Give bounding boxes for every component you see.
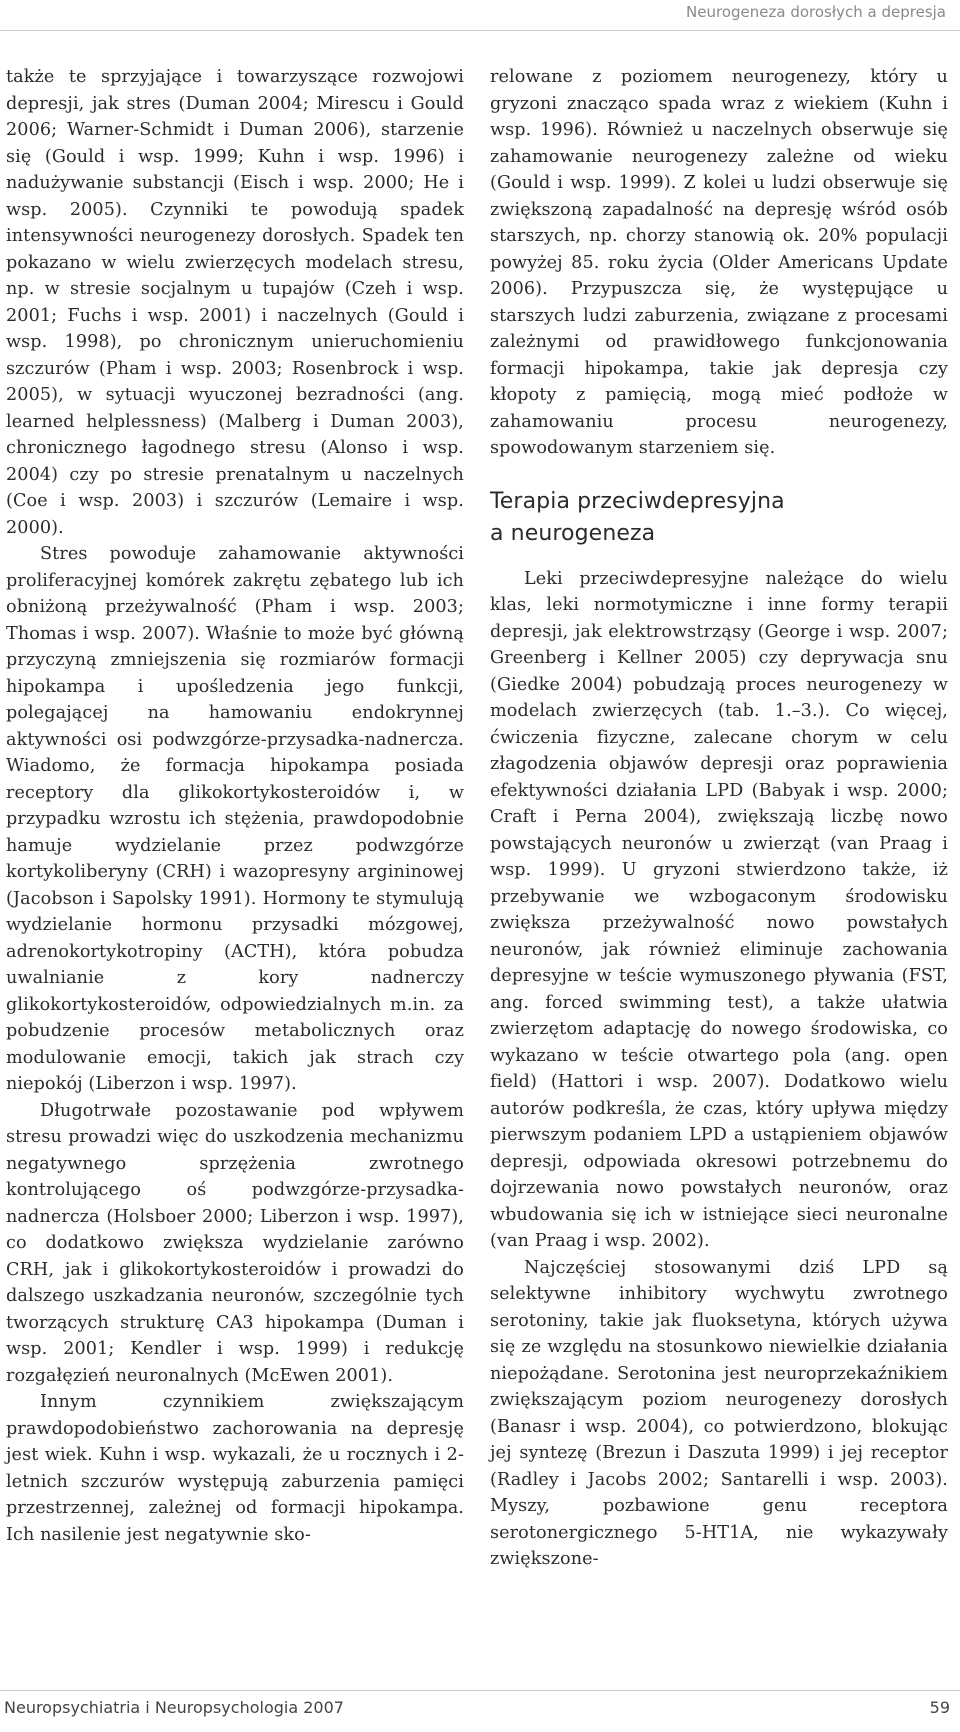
paragraph: Leki przeciwdepresyjne należące do wielu klas, leki normotymiczne i inne formy terapii depresji, jak elektrowstrząsy (George i wsp. 2007; Greenberg i Kellner 2005) czy deprywacja snu (Giedke 2004) pobudzają proces neurogenezy w modelach zwierzęcych (tab. 1.–3.). Co więcej, ćwiczenia fizyczne, zalecane chorym w celu złagodzenia objawów depresji oraz poprawienia efektywności działania LPD (Babyak i wsp. 2000; Craft i Perna 2004), zwiększają liczbę nowo powstających neuronów u zwierząt (van Praag i wsp. 1999). U gryzoni stwierdzono także, iż przebywanie we wzbogaconym środowisku zwiększa przeżywalność nowo powstałych neuronów, jak również eliminuje zachowania depresyjne w teście wymuszonego pływania (FST, ang. forced swimming test), a także ułatwia zwierzętom adaptację do nowego środowiska, co wykazano w teście otwartego pola (ang. open field) (Hattori i wsp. 2007). Dodatkowo wielu autorów podkreśla, że czas, który upływa między pierwszym podaniem LPD a ustąpieniem objawów depresji, odpowiada okresowi potrzebnemu do dojrzewania nowo powstałych neuronów, oraz wbudowania się ich w istniejące sieci neuronalne (van Praag i wsp. 2002). xyxy=(490,568,948,1251)
paragraph: także te sprzyjające i towarzyszące rozwojowi depresji, jak stres (Duman 2004; Mirescu i Gould 2006; Warner-Schmidt i Duman 2006), starzenie się (Gould i wsp. 1999; Kuhn i wsp. 1996) i nadużywanie substancji (Eisch i wsp. 2000; He i wsp. 2005). Czynniki te powodują spadek intensywności neurogenezy dorosłych. Spadek ten pokazano w wielu zwierzęcych modelach stresu, np. w stresie socjalnym u tupajów (Czeh i wsp. 2001; Fuchs i wsp. 2001) i naczelnych (Gould i wsp. 1998), po chronicznym unieruchomieniu szczurów (Pham i wsp. 2003; Rosenbrock i wsp. 2005), w sytuacji wyuczonej bezradności (ang. learned helplessness) (Malberg i Duman 2003), chronicznego łagodnego stresu (Alonso i wsp. 2004) czy po stresie prenatalnym u naczelnych (Coe i wsp. 2003) i szczurów (Lemaire i wsp. 2000). xyxy=(6,67,464,538)
journal-name: Neuropsychiatria i Neuropsychologia 2007 xyxy=(4,1698,344,1717)
section-heading-line-2: a neurogeneza xyxy=(490,520,656,546)
right-column xyxy=(490,64,948,1573)
paragraph: relowane z poziomem neurogenezy, który u gryzoni znacząco spada wraz z wiekiem (Kuhn i wsp. 1996). Również u naczelnych obserwuje się zahamowanie neurogenezy zależne od wieku (Gould i wsp. 1999). Z kolei u ludzi obserwuje się zwiększoną zapadalność na depresję wśród osób starszych, np. chorzy stanowią ok. 20% populacji powyżej 85. roku życia (Older Americans Update 2006). Przypuszcza się, że występujące u starszych ludzi zaburzenia, związane z procesami zależnymi od prawidłowego funkcjonowania formacji hipokampa, takie jak depresja czy kłopoty z pamięcią, mogą mieć podłoże w zahamowaniu procesu neurogenezy, spowodowanym starzeniem się. xyxy=(490,67,948,458)
page-number: 59 xyxy=(929,1698,950,1717)
section-heading xyxy=(490,486,948,550)
paragraph: Innym czynnikiem zwiększającym prawdopodobieństwo zachorowania na depresję jest wiek. Kuhn i wsp. wykazali, że u rocznych i 2-letnich szczurów występują zaburzenia pamięci przestrzennej, zależnej od formacji hipokampa. Ich nasilenie jest negatywnie sko- xyxy=(6,1392,464,1545)
paragraph: Stres powoduje zahamowanie aktywności proliferacyjnej komórek zakrętu zębatego lub ich obniżoną przeżywalność (Pham i wsp. 2003; Thomas i wsp. 2007). Właśnie to może być główną przyczyną zmniejszenia się rozmiarów formacji hipokampa i upośledzenia jego funkcji, polegającej na hamowaniu endokrynnej aktywności osi podwzgórze-przysadka-nadnercza. Wiadomo, że formacja hipokampa posiada receptory dla glikokortykosteroidów i, w przypadku wzrostu ich stężenia, prawdopodobnie hamuje wydzielanie przez podwzgórze kortykoliberyny (CRH) i wazopresyny argininowej (Jacobson i Sapolsky 1991). Hormony te stymulują wydzielanie hormonu przysadki mózgowej, adrenokortykotropiny (ACTH), która pobudza uwalnianie z kory nadnerczy glikokortykosteroidów, odpowiedzialnych m.in. za pobudzenie procesów metabolicznych oraz modulowanie emocji, takich jak strach czy niepokój (Liberzon i wsp. 1997). xyxy=(6,544,464,1094)
footer-divider xyxy=(0,1690,960,1691)
header-divider xyxy=(0,30,960,31)
section-heading-line-1: Terapia przeciwdepresyjna xyxy=(490,488,785,514)
running-head: Neurogeneza dorosłych a depresja xyxy=(686,3,946,21)
left-column xyxy=(6,64,464,1548)
paragraph: Najczęściej stosowanymi dziś LPD są selektywne inhibitory wychwytu zwrotnego serotoniny, takie jak fluoksetyna, których używa się ze względu na stosunkowo niewielkie działania niepożądane. Serotonina jest neuroprzekaźnikiem zwiększającym poziom neurogenezy dorosłych (Banasr i wsp. 2004), co potwierdzono, blokując jej syntezę (Brezun i Daszuta 1999) i jej receptor (Radley i Jacobs 2002; Santarelli i wsp. 2003). Myszy, pozbawione genu receptora serotonergicznego 5-HT1A, nie wykazywały zwiększone- xyxy=(490,1257,948,1569)
paragraph: Długotrwałe pozostawanie pod wpływem stresu prowadzi więc do uszkodzenia mechanizmu negatywnego sprzężenia zwrotnego kontrolującego oś podwzgórze-przysadka-nadnercza (Holsboer 2000; Liberzon i wsp. 1997), co dodatkowo zwiększa wydzielanie zarówno CRH, jak i glikokortykosteroidów i prowadzi do dalszego uszkadzania neuronów, szczególnie tych tworzących strukturę CA3 hipokampa (Duman i wsp. 2001; Kendler i wsp. 1999) i redukcję rozgałęzień neuronalnych (McEwen 2001). xyxy=(6,1100,464,1386)
